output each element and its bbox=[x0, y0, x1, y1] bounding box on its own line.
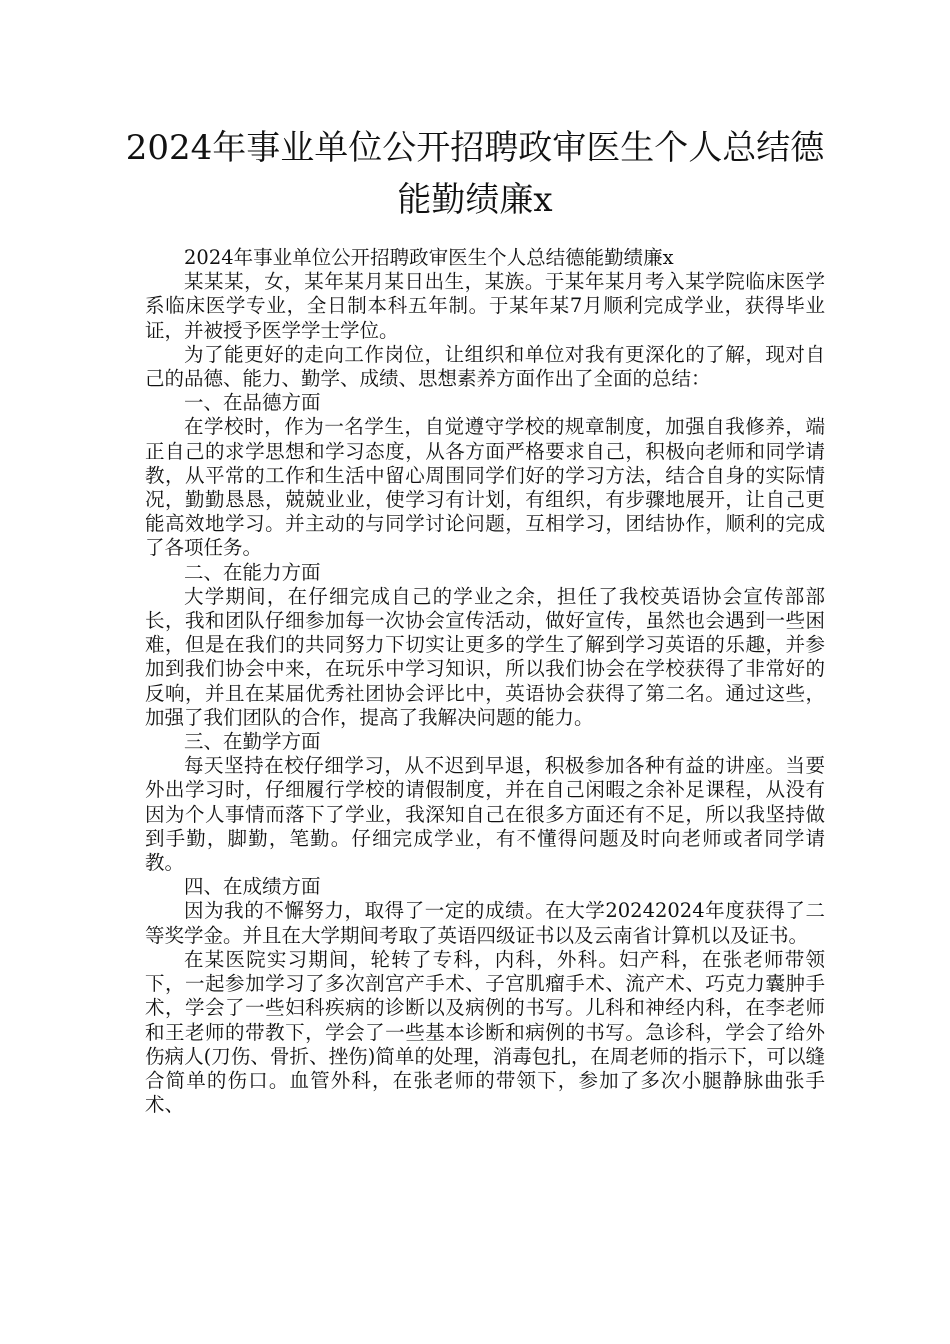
section-heading: 三、在勤学方面 bbox=[184, 730, 321, 754]
body-paragraph: 大学期间，在仔细完成自己的学业之余，担任了我校英语协会宣传部部长，我和团队仔细参加每一次协会宣传活动，做好宣传，虽然也会遇到一些困难，但是在我们的共同努力下切实让更多的学生了解到学习英语的乐趣，并参加到我们协会中来，在玩乐中学习知识，所以我们协会在学校获得了非常好的反响，并且在某届优秀社团协会评比中，英语协会获得了第二名。通过这些，加强了我们团队的合作，提高了我解决问题的能力。 bbox=[145, 584, 825, 729]
body-paragraph: 在某医院实习期间，轮转了专科，内科，外科。妇产科，在张老师带领下，一起参加学习了多次剖宫产手术、子宫肌瘤手术、流产术、巧克力囊肿手术，学会了一些妇科疾病的诊断以及病例的书写。儿科和神经内科，在李老师和王老师的带教下，学会了一些基本诊断和病例的书写。急诊科，学会了给外伤病人(刀伤、骨折、挫伤)简单的处理，消毒包扎，在周老师的指示下，可以缝合简单的伤口。血管外科，在张老师的带领下，参加了多次小腿静脉曲张手术、 bbox=[145, 947, 825, 1117]
body-paragraph: 为了能更好的走向工作岗位，让组织和单位对我有更深化的了解，现对自己的品德、能力、勤学、成绩、思想素养方面作出了全面的总结： bbox=[145, 342, 825, 391]
document-body bbox=[145, 246, 825, 1117]
body-paragraph: 因为我的不懈努力，取得了一定的成绩。在大学20242024年度获得了二等奖学金。并且在大学期间考取了英语四级证书以及云南省计算机以及证书。 bbox=[145, 899, 825, 947]
section-heading: 四、在成绩方面 bbox=[184, 875, 321, 899]
body-paragraph: 每天坚持在校仔细学习，从不迟到早退，积极参加各种有益的讲座。当要外出学习时，仔细履行学校的请假制度，并在自己闲暇之余补足课程，从没有因为个人事情而落下了学业，我深知自己在很多方面还有不足，所以我坚持做到手勤，脚勤，笔勤。仔细完成学业，有不懂得问题及时向老师或者同学请教。 bbox=[145, 754, 825, 875]
body-paragraph: 在学校时，作为一名学生，自觉遵守学校的规章制度，加强自我修养，端正自己的求学思想和学习态度，从各方面严格要求自己，积极向老师和同学请教，从平常的工作和生活中留心周围同学们好的学习方法，结合自身的实际情况，勤勤恳恳，兢兢业业，使学习有计划，有组织，有步骤地展开，让自己更能高效地学习。并主动的与同学讨论问题，互相学习，团结协作，顺利的完成了各项任务。 bbox=[145, 415, 825, 560]
body-paragraph: 2024年事业单位公开招聘政审医生个人总结德能勤绩廉x bbox=[184, 246, 674, 269]
section-heading: 二、在能力方面 bbox=[184, 560, 321, 584]
document-title: 2024年事业单位公开招聘政审医生个人总结德能勤绩廉x bbox=[125, 128, 825, 220]
body-paragraph: 某某某，女，某年某月某日出生，某族。于某年某月考入某学院临床医学系临床医学专业，全日制本科五年制。于某年某7月顺利完成学业，获得毕业证，并被授予医学学士学位。 bbox=[145, 270, 825, 342]
section-heading: 一、在品德方面 bbox=[184, 391, 321, 415]
